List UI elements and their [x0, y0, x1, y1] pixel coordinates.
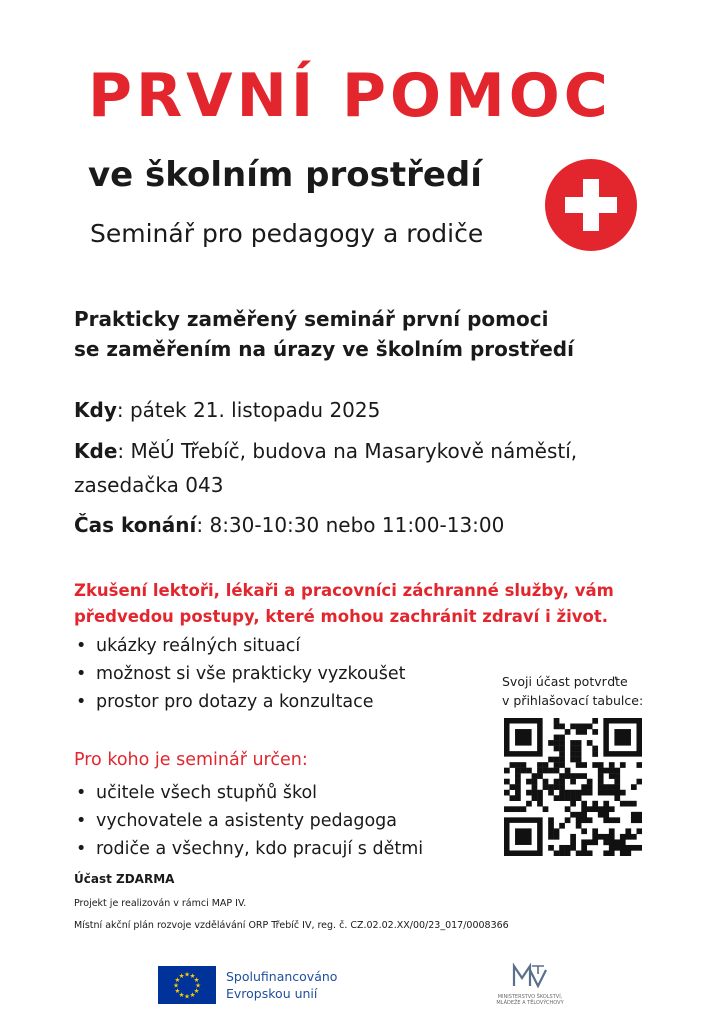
where-label: Kde: [74, 439, 118, 463]
eu-flag-icon: [158, 966, 216, 1004]
time-value: : 8:30-10:30 nebo 11:00-13:00: [196, 513, 505, 537]
msmt-line-2: MLÁDEŽE A TĚLOVÝCHOVY: [496, 1000, 564, 1006]
audience-heading: Pro koho je seminář určen:: [74, 750, 308, 770]
when-info: [74, 398, 380, 422]
list-item: • učitele všech stupňů škol: [74, 779, 423, 807]
eu-line-1: Spolufinancováno: [226, 969, 338, 984]
list-item: • vychovatele a asistenty pedagoga: [74, 807, 423, 835]
svg-text:★: ★: [193, 987, 200, 995]
svg-text:★: ★: [193, 976, 200, 984]
poster-subtitle: ve školním prostředí: [88, 155, 482, 195]
list-item: • prostor pro dotazy a konzultace: [74, 688, 406, 716]
qr-code-icon[interactable]: [504, 718, 642, 856]
where-info: [74, 434, 654, 502]
registration-caption: [502, 672, 643, 710]
when-value: : pátek 21. listopadu 2025: [116, 398, 381, 422]
svg-text:★: ★: [189, 991, 196, 1000]
highlight-line-1: Zkušení lektoři, lékaři a pracovníci záchranné služby, vám: [74, 581, 614, 600]
registration-caption-line-1: Svoji účast potvrďte: [502, 674, 628, 689]
intro-text: [74, 304, 674, 364]
svg-text:★: ★: [178, 971, 185, 980]
svg-text:★: ★: [173, 981, 179, 990]
where-value: : MěÚ Třebíč, budova na Masarykově náměstí, zasedačka 043: [74, 439, 578, 497]
plan-note: Místní akční plán rozvoje vzdělávání ORP Třebíč IV, reg. č. CZ.02.02.XX/00/23_017/0008366: [74, 920, 509, 931]
svg-text:★: ★: [184, 992, 190, 1001]
list-item: • ukázky reálných situací: [74, 632, 406, 660]
eu-cofinancing-text: [226, 968, 337, 1002]
svg-text:★: ★: [195, 981, 201, 990]
eu-line-2: Evropskou unií: [226, 986, 318, 1001]
svg-text:★: ★: [174, 987, 181, 995]
svg-text:★: ★: [184, 970, 190, 979]
msmt-line-1: MINISTERSTVO ŠKOLSTVÍ,: [497, 994, 563, 1000]
time-info: [74, 513, 504, 537]
svg-text:★: ★: [174, 976, 181, 984]
time-label: Čas konání: [74, 513, 197, 537]
msmt-logo-icon: [510, 962, 550, 990]
svg-text:★: ★: [189, 971, 196, 980]
registration-caption-line-2: v přihlašovací tabulce:: [502, 693, 644, 708]
features-list: [74, 632, 406, 716]
cross-icon: [545, 159, 637, 251]
poster-tagline: Seminář pro pedagogy a rodiče: [90, 219, 484, 248]
svg-text:★: ★: [178, 991, 185, 1000]
audience-list: [74, 779, 423, 863]
list-item: • možnost si vše prakticky vyzkoušet: [74, 660, 406, 688]
list-item: • rodiče a všechny, kdo pracují s dětmi: [74, 835, 423, 863]
intro-line-1: Prakticky zaměřený seminář první pomoci: [74, 307, 549, 331]
poster-title: PRVNÍ POMOC: [88, 61, 612, 131]
highlight-line-2: předvedou postupy, které mohou zachránit zdraví i život.: [74, 607, 608, 626]
highlight-text: [74, 578, 674, 630]
msmt-logo: [484, 962, 576, 1006]
free-entry-note: Účast ZDARMA: [74, 872, 175, 886]
when-label: Kdy: [74, 398, 117, 422]
intro-line-2: se zaměřením na úrazy ve školním prostředí: [74, 337, 574, 361]
project-note: Projekt je realizován v rámci MAP IV.: [74, 898, 247, 909]
